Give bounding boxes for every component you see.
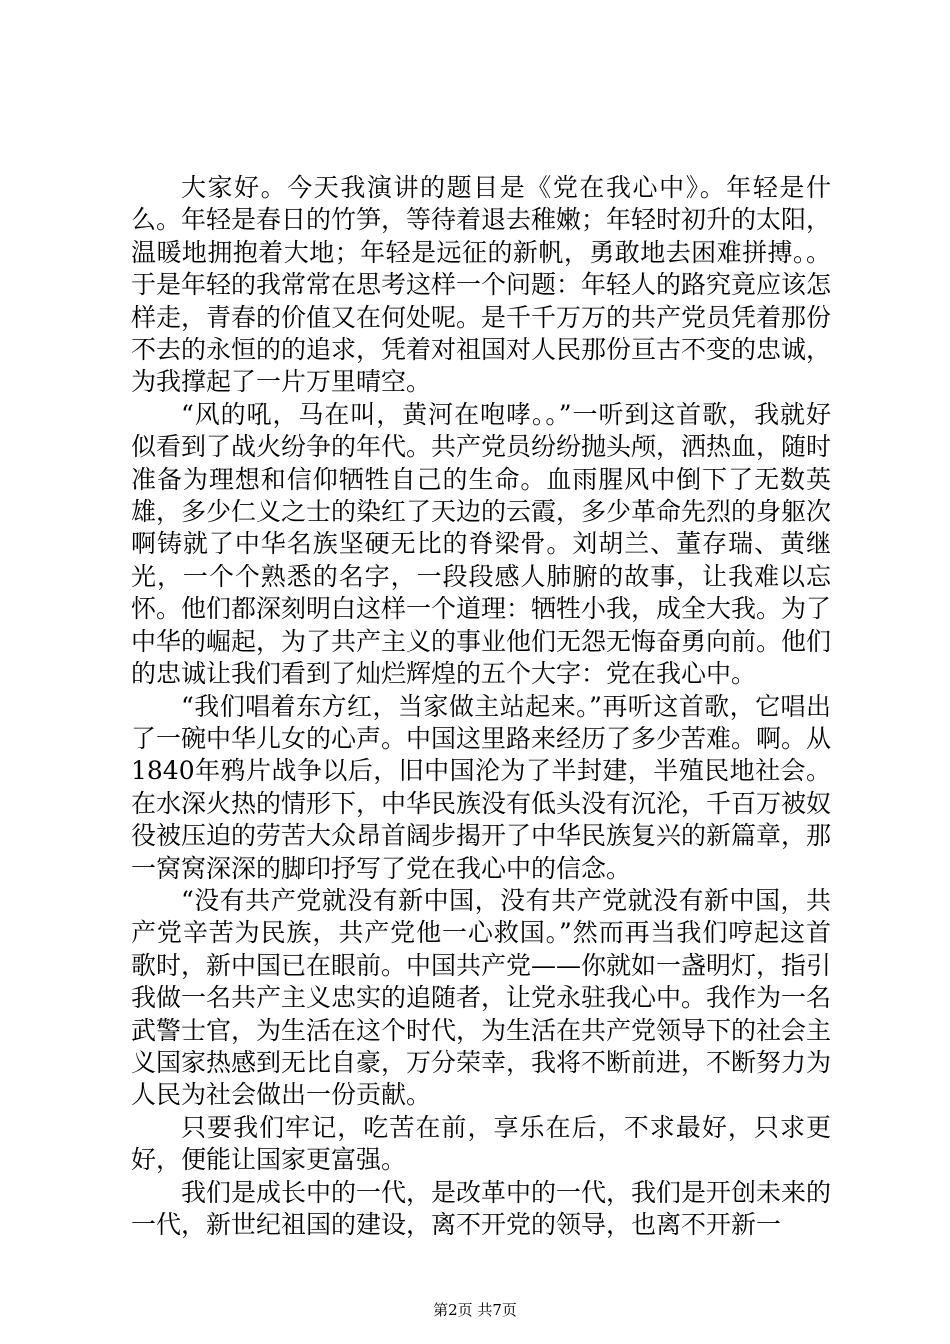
document-body — [131, 172, 831, 1241]
paragraph-1: 大家好。今天我演讲的题目是《党在我心中》。年轻是什么。年轻是春日的竹笋，等待着退去稚嫩；年轻时初升的太阳，温暖地拥抱着大地；年轻是远征的新帆，勇敢地去困难拼搏。。于是年轻的我常常在思考这样一个问题：年轻人的路究竟应该怎样走，青春的价值又在何处呢。是千千万万的共产党员凭着那份不去的永恒的的追求，凭着对祖国对人民那份亘古不变的忠诚，为我撑起了一片万里晴空。 — [131, 173, 832, 397]
paragraph-4: “没有共产党就没有新中国，没有共产党就没有新中国，共产党辛苦为民族，共产党他一心救国。”然而再当我们哼起这首歌时，新中国已在眼前。中国共产党——你就如一盏明灯，指引我做一名共产主义忠实的追随者，让党永驻我心中。我作为一名武警士官，为生活在这个时代，为生活在共产党领导下的社会主义国家热感到无比自豪，万分荣幸，我将不断前进，不断努力为人民为社会做出一份贡献。 — [131, 885, 832, 1110]
paragraph-2: “风的吼，马在叫，黄河在咆哮。。”一听到这首歌，我就好似看到了战火纷争的年代。共产党员纷纷抛头颅，洒热血，随时准备为理想和信仰牺牲自己的生命。血雨腥风中倒下了无数英雄，多少仁义之士的染红了天边的云霞，多少革命先烈的身躯次啊铸就了中华名族坚硬无比的脊梁骨。刘胡兰、董存瑞、黄继光，一个个熟悉的名字，一段段感人肺腑的故事，让我难以忘怀。他们都深刻明白这样一个道理：牺牲小我，成全大我。为了中华的崛起，为了共产主义的事业他们无怨无悔奋勇向前。他们的忠诚让我们看到了灿烂辉煌的五个大字：党在我心中。 — [131, 399, 832, 689]
paragraph-6: 我们是成长中的一代，是改革中的一代，我们是开创未来的一代，新世纪祖国的建设，离不开党的领导，也离不开新一 — [131, 1177, 832, 1239]
paragraph-5: 只要我们牢记，吃苦在前，享乐在后，不求最好，只求更好，便能让国家更富强。 — [131, 1112, 831, 1175]
page-number-footer: 第2页 共7页 — [433, 1301, 517, 1319]
paragraph-3: “我们唱着东方红，当家做主站起来。”再听这首歌，它唱出了一碗中华儿女的心声。中国这里路来经历了多少苦难。啊。从1840年鸦片战争以后，旧中国沦为了半封建，半殖民地社会。在水深火热的情形下，中华民族没有低头没有沉沦，千百万被奴役被压迫的劳苦大众昂首阔步揭开了中华民族复兴的新篇章，那一窝窝深深的脚印抒写了党在我心中的信念。 — [131, 691, 832, 883]
